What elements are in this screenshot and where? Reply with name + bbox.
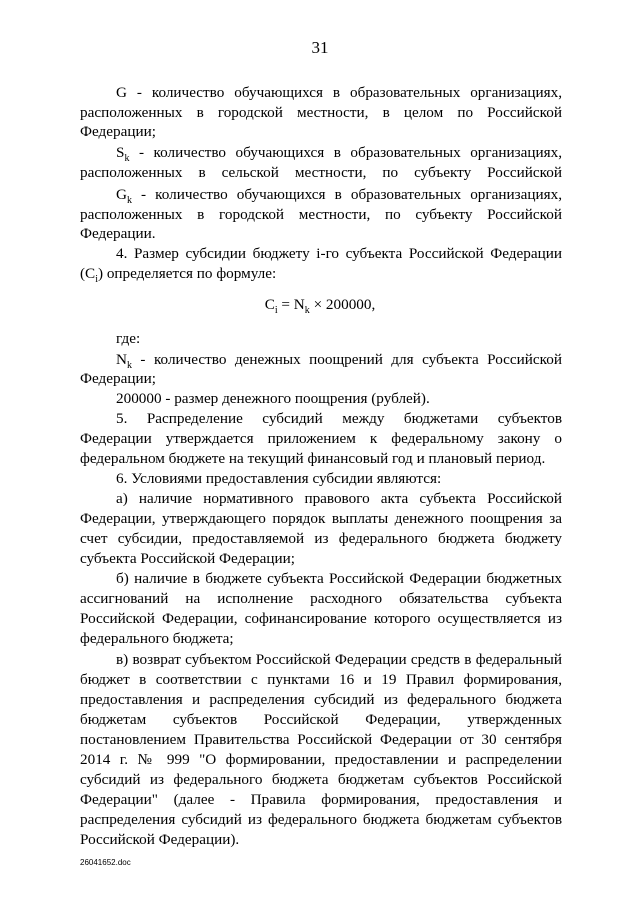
text-line: G - количество обучающихся в образовательных организациях, (116, 84, 562, 101)
file-name-footer: 26041652.doc (80, 858, 131, 867)
text-line: расположенных в городской местности, в целом по Российской (80, 104, 562, 121)
text-line: 2014 г. № 999 "О формировании, предоставлении и распределении (80, 751, 562, 768)
text-line: субъекта Российской Федерации; (80, 550, 296, 567)
text-line: $G_k$ - количество обучающихся в образовательных организациях, (116, 186, 562, 204)
text-line: $S_k$ - количество обучающихся в образовательных организациях, (116, 144, 562, 162)
text-line: бюджетам субъектов Российской Федерации, утвержденных (80, 711, 562, 728)
text-line: бюджет в соответствии с пунктами 16 и 19 Правил формирования, (80, 671, 562, 688)
text-line: Федерации утверждается приложением к федеральному закону о (80, 430, 562, 447)
text-line: расположенных в городской местности, по субъекту Российской (80, 206, 562, 223)
text-line: а) наличие нормативного правового акта субъекта Российской (116, 490, 562, 507)
text-line: Федерации; (80, 123, 156, 140)
text-line: Федерации; (80, 370, 156, 387)
text-line: Федерации. (80, 225, 156, 242)
text-line: 4. Размер субсидии бюджету i-го субъекта Российской Федерации (116, 245, 562, 262)
text-line: где: (116, 330, 141, 347)
text-line: $(C_i)$ определяется по формуле: (80, 265, 277, 286)
text-line: ассигнований на исполнение расходного обязательства субъекта (80, 590, 562, 607)
text-line: 5. Распределение субсидий между бюджетами субъектов (116, 410, 562, 427)
formula: $C_i = N_k \times 200000$, (264, 296, 376, 317)
text-line: расположенных в сельской местности, по субъекту Российской (80, 164, 562, 181)
text-line: постановлением Правительства Российской Федерации от 30 сентября (80, 731, 562, 748)
text-line: Российской Федерации). (80, 831, 240, 848)
text-line: 6. Условиями предоставления субсидии являются: (116, 470, 442, 487)
text-line: б) наличие в бюджете субъекта Российской Федерации бюджетных (116, 570, 562, 587)
text-line: субсидий из федерального бюджета бюджетам субъектов Российской (80, 771, 562, 788)
text-line: Российской Федерации, софинансирование которого осуществляется из (80, 610, 562, 627)
text-line: Федерации, утверждающего порядок выплаты денежного поощрения за (80, 510, 562, 527)
text-line: распределения субсидий из федерального бюджета бюджетам субъектов (80, 811, 562, 828)
text-line: 200000 - размер денежного поощрения (рублей). (116, 390, 430, 407)
text-line: Федерации" (далее - Правила формирования, предоставления и (80, 791, 562, 808)
text-line: в) возврат субъектом Российской Федерации средств в федеральный (116, 651, 562, 668)
page-number: 31 (311, 38, 329, 57)
text-line: федеральном бюджете на текущий финансовый год и плановый период. (80, 450, 546, 467)
text-line: $N_k$ - количество денежных поощрений для субъекта Российской (116, 351, 562, 369)
text-line: федерального бюджета; (80, 630, 234, 647)
text-line: счет субсидии, предоставляемой из федерального бюджета бюджету (80, 530, 562, 547)
text-line: предоставления и распределения субсидий из федерального бюджета (80, 691, 562, 708)
